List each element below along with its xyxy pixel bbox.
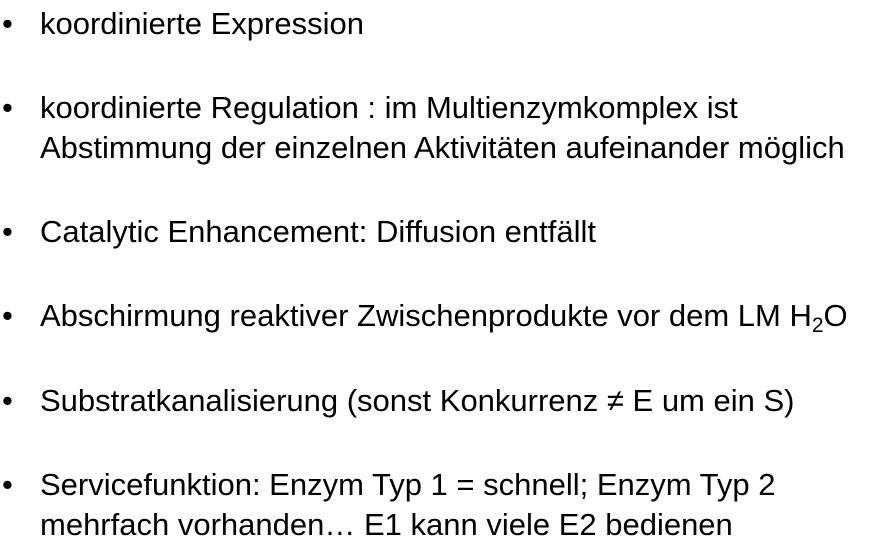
bullet-text [40, 4, 364, 44]
bullet-dot: • [2, 6, 13, 41]
bullet-text-line: mehrfach vorhanden… E1 kann viele E2 bedienen [40, 507, 733, 542]
bullet-text [40, 465, 775, 545]
bullet-text [40, 88, 845, 168]
bullet-text-line: Catalytic Enhancement: Diffusion entfällt [40, 214, 597, 249]
bullet-text-line: koordinierte Expression [40, 6, 364, 41]
bullet-text [40, 381, 794, 421]
bullet-text-line: koordinierte Regulation : im Multienzymkomplex ist [40, 90, 738, 125]
bullet-dot: • [2, 467, 13, 502]
subscript: 2 [811, 314, 824, 337]
bullet-text-line [40, 296, 848, 336]
bullet-text-line: Abstimmung der einzelnen Aktivitäten aufeinander möglich [40, 130, 845, 165]
bullet-text [40, 212, 596, 252]
bullet-dot: • [2, 298, 13, 333]
text-after-subscript: O [823, 298, 848, 333]
bullet-text-line: Substratkanalisierung (sonst Konkurrenz ≠ E um ein S) [40, 383, 795, 418]
bullet-text-line: Servicefunktion: Enzym Typ 1 = schnell; Enzym Typ 2 [40, 467, 776, 502]
text-before-subscript: Abschirmung reaktiver Zwischenprodukte vor dem LM H [40, 298, 812, 333]
bullet-text [40, 296, 848, 336]
bullet-dot: • [2, 90, 13, 125]
bullet-dot: • [2, 214, 13, 249]
bullet-dot: • [2, 383, 13, 418]
